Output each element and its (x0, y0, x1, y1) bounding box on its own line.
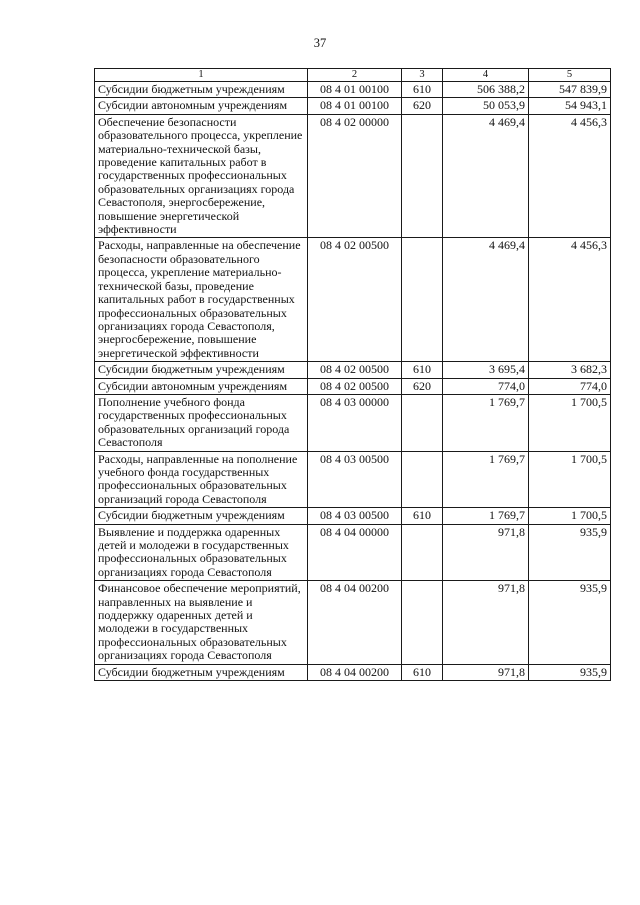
table-row (95, 451, 611, 508)
amount-col-4: 1 769,7 (443, 508, 529, 524)
expense-type-code: 610 (402, 82, 443, 98)
amount-col-5: 935,9 (529, 524, 611, 581)
amount-col-5: 774,0 (529, 378, 611, 394)
amount-col-4: 50 053,9 (443, 98, 529, 114)
expense-type-code (402, 451, 443, 508)
amount-col-5: 1 700,5 (529, 451, 611, 508)
target-article-code: 08 4 02 00500 (308, 238, 402, 362)
table-row (95, 82, 611, 98)
amount-col-5: 1 700,5 (529, 508, 611, 524)
table-row (95, 581, 611, 664)
table-row (95, 664, 611, 680)
expense-type-code: 620 (402, 378, 443, 394)
target-article-code: 08 4 01 00100 (308, 98, 402, 114)
row-name: Расходы, направленные на обеспечение безопасности образовательного процесса, укрепление материально-технической базы, проведение капитальных работ в государственных профессиональных образовательных организациях города Севастополя, энергосбережение, повышение энергетической эффективности (95, 238, 308, 362)
expense-type-code: 610 (402, 362, 443, 378)
target-article-code: 08 4 02 00500 (308, 378, 402, 394)
expense-type-code (402, 114, 443, 238)
column-header: 4 (443, 69, 529, 82)
amount-col-4: 4 469,4 (443, 238, 529, 362)
column-header: 1 (95, 69, 308, 82)
row-name: Обеспечение безопасности образовательного процесса, укрепление материально-технической базы, проведение капитальных работ в государственных профессиональных образовательных организациях города Севастополя, энергосбережение, повышение энергетической эффективности (95, 114, 308, 238)
amount-col-4: 1 769,7 (443, 451, 529, 508)
row-name: Выявление и поддержка одаренных детей и молодежи в государственных профессиональных образовательных организациях города Севастополя (95, 524, 308, 581)
amount-col-4: 971,8 (443, 664, 529, 680)
table-row (95, 98, 611, 114)
amount-col-5: 3 682,3 (529, 362, 611, 378)
amount-col-4: 3 695,4 (443, 362, 529, 378)
row-name: Субсидии автономным учреждениям (95, 378, 308, 394)
row-name: Пополнение учебного фонда государственных профессиональных образовательных организаций города Севастополя (95, 394, 308, 451)
table-row (95, 524, 611, 581)
target-article-code: 08 4 04 00000 (308, 524, 402, 581)
expense-type-code: 610 (402, 664, 443, 680)
table-row (95, 238, 611, 362)
table-row (95, 378, 611, 394)
budget-table (94, 68, 611, 681)
page-number: 37 (313, 36, 327, 50)
row-name: Субсидии бюджетным учреждениям (95, 664, 308, 680)
target-article-code: 08 4 03 00500 (308, 508, 402, 524)
expense-type-code: 620 (402, 98, 443, 114)
row-name: Субсидии автономным учреждениям (95, 98, 308, 114)
table-row (95, 508, 611, 524)
row-name: Расходы, направленные на пополнение учебного фонда государственных профессиональных образовательных организаций города Севастополя (95, 451, 308, 508)
expense-type-code (402, 238, 443, 362)
expense-type-code (402, 394, 443, 451)
expense-type-code: 610 (402, 508, 443, 524)
amount-col-4: 971,8 (443, 581, 529, 664)
amount-col-4: 506 388,2 (443, 82, 529, 98)
amount-col-5: 4 456,3 (529, 238, 611, 362)
target-article-code: 08 4 03 00500 (308, 451, 402, 508)
column-header: 2 (308, 69, 402, 82)
amount-col-5: 547 839,9 (529, 82, 611, 98)
amount-col-5: 1 700,5 (529, 394, 611, 451)
amount-col-5: 4 456,3 (529, 114, 611, 238)
table-header-row (95, 69, 611, 82)
amount-col-4: 1 769,7 (443, 394, 529, 451)
amount-col-4: 4 469,4 (443, 114, 529, 238)
target-article-code: 08 4 02 00000 (308, 114, 402, 238)
target-article-code: 08 4 04 00200 (308, 581, 402, 664)
expense-type-code (402, 581, 443, 664)
table-row (95, 362, 611, 378)
row-name: Субсидии бюджетным учреждениям (95, 362, 308, 378)
table-row (95, 394, 611, 451)
row-name: Субсидии бюджетным учреждениям (95, 508, 308, 524)
target-article-code: 08 4 01 00100 (308, 82, 402, 98)
amount-col-5: 935,9 (529, 664, 611, 680)
table-row (95, 114, 611, 238)
amount-col-5: 54 943,1 (529, 98, 611, 114)
expense-type-code (402, 524, 443, 581)
target-article-code: 08 4 04 00200 (308, 664, 402, 680)
column-header: 3 (402, 69, 443, 82)
row-name: Финансовое обеспечение мероприятий, направленных на выявление и поддержку одаренных детей и молодежи в государственных профессиональных образовательных организациях города Севастополя (95, 581, 308, 664)
target-article-code: 08 4 03 00000 (308, 394, 402, 451)
amount-col-4: 774,0 (443, 378, 529, 394)
amount-col-5: 935,9 (529, 581, 611, 664)
column-header: 5 (529, 69, 611, 82)
amount-col-4: 971,8 (443, 524, 529, 581)
row-name: Субсидии бюджетным учреждениям (95, 82, 308, 98)
target-article-code: 08 4 02 00500 (308, 362, 402, 378)
